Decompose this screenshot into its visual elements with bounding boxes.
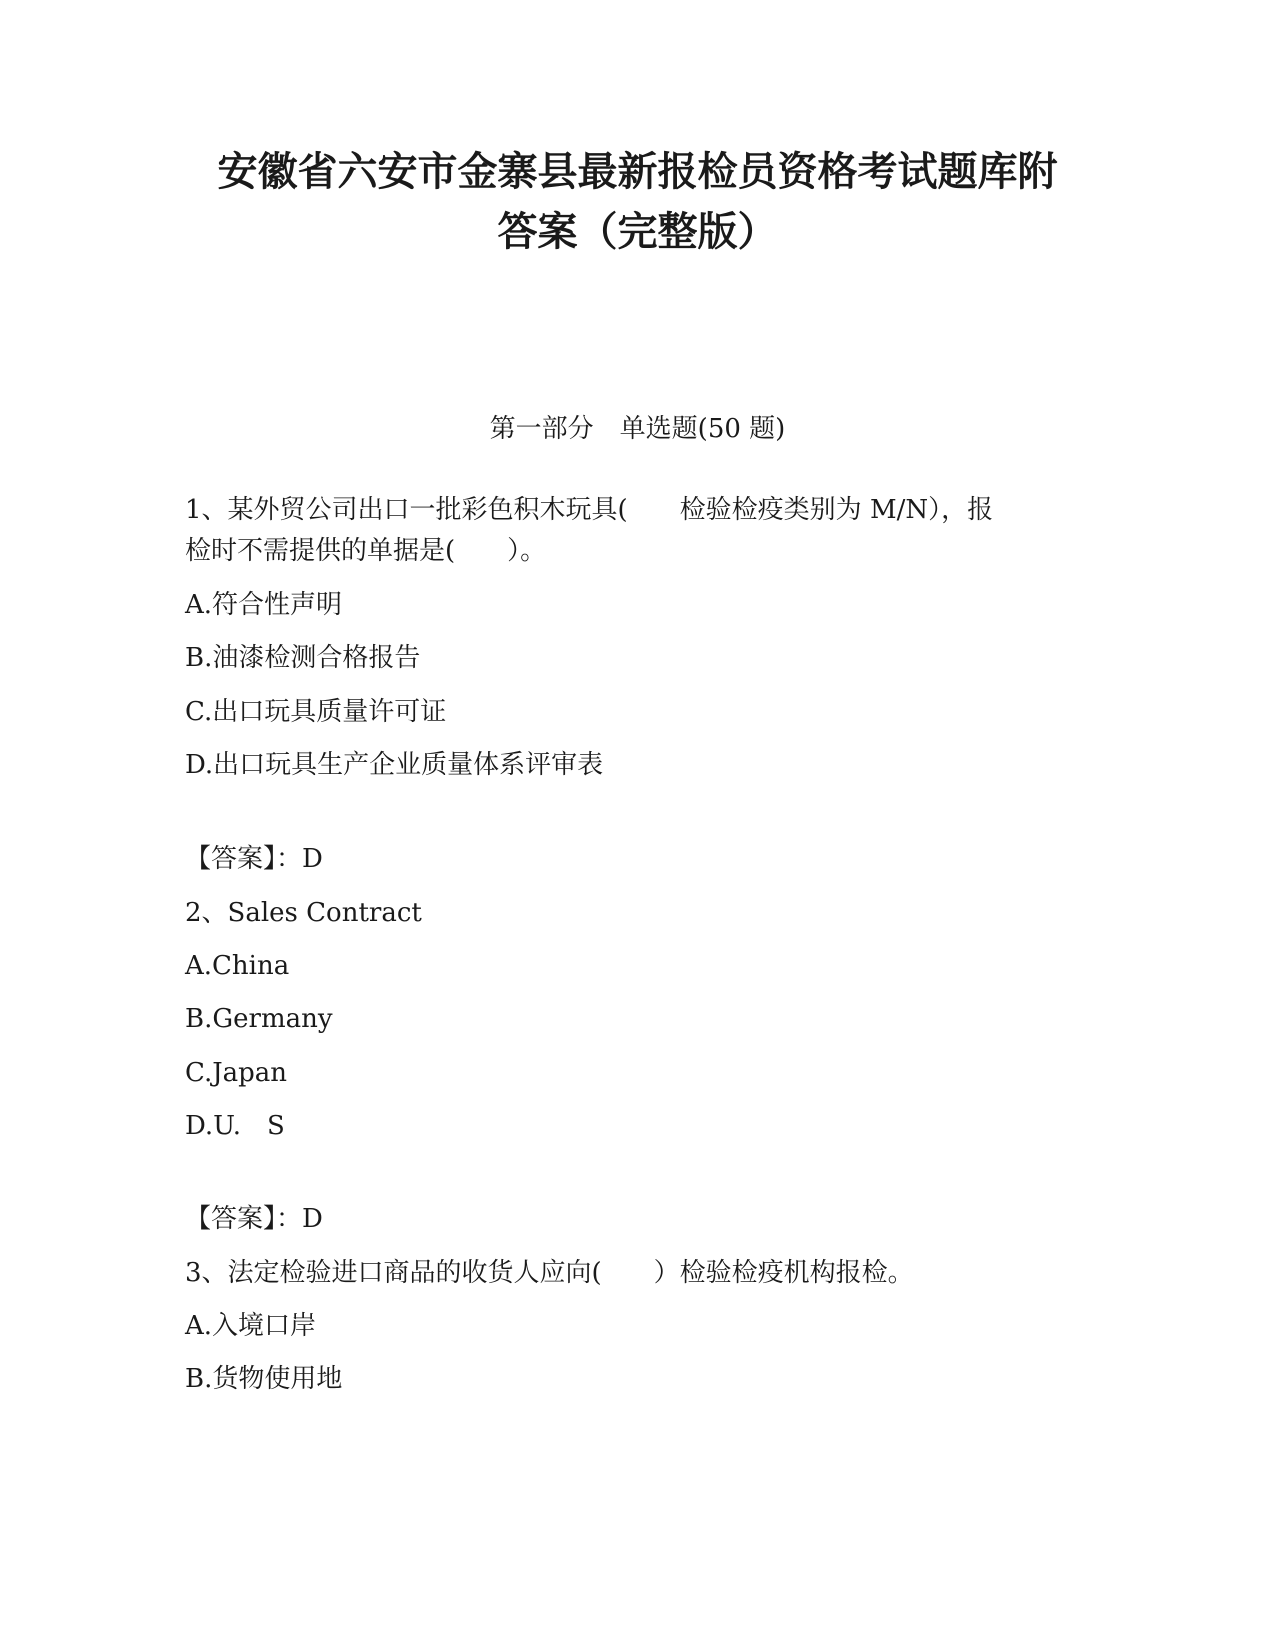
- question-2-stem: 2、Sales Contract: [185, 898, 422, 928]
- question-2-option-d: D.U. S: [185, 1111, 285, 1141]
- question-1-option-c: C.出口玩具质量许可证: [185, 697, 447, 727]
- question-1-stem-line-1: 1、某外贸公司出口一批彩色积木玩具( 检验检疫类别为 M/N），报: [185, 495, 994, 525]
- question-1-answer: 【答案】：D: [185, 844, 323, 874]
- question-2-answer: 【答案】：D: [185, 1204, 323, 1234]
- document-title: [150, 142, 1125, 262]
- title-line-1: 安徽省六安市金寨县最新报检员资格考试题库附: [217, 149, 1058, 195]
- question-2-option-a: A.China: [185, 951, 290, 981]
- question-3-option-a: A.入境口岸: [185, 1311, 317, 1341]
- section-heading: 第一部分 单选题(50 题): [489, 414, 786, 444]
- question-3-stem: 3、法定检验进口商品的收货人应向( ）检验检疫机构报检。: [185, 1258, 914, 1288]
- title-line-2: 答案（完整版）: [497, 209, 778, 255]
- question-3-option-b: B.货物使用地: [185, 1364, 343, 1394]
- question-2-option-b: B.Germany: [185, 1004, 333, 1034]
- question-1-stem-line-2: 检时不需提供的单据是( ）。: [185, 536, 547, 566]
- question-1-option-a: A.符合性声明: [185, 590, 343, 620]
- question-2-option-c: C.Japan: [185, 1058, 288, 1088]
- question-1-option-b: B.油漆检测合格报告: [185, 643, 421, 673]
- question-1-option-d: D.出口玩具生产企业质量体系评审表: [185, 750, 604, 780]
